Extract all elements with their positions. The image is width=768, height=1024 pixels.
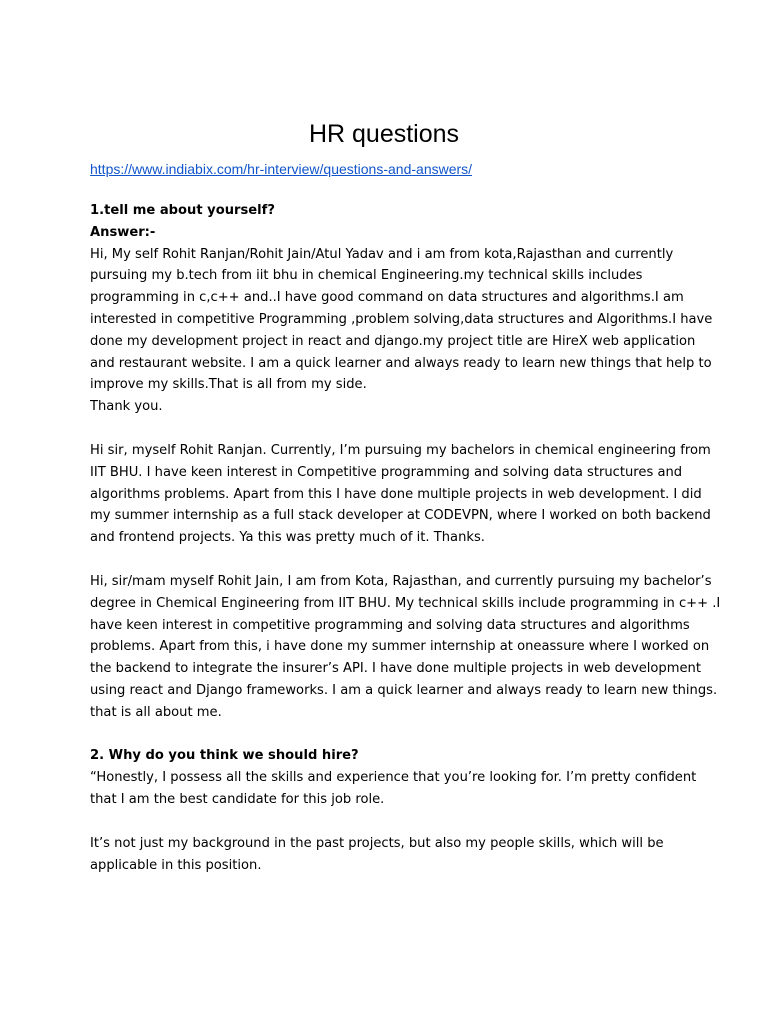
q1-question: 1.tell me about yourself? bbox=[90, 203, 275, 218]
q1-answer1-line: programming in c,c++ and..I have good command on data structures and algorithms.I am bbox=[90, 290, 684, 306]
q1-answer1-line: and restaurant website. I am a quick learner and always ready to learn new things that help to bbox=[90, 355, 712, 371]
q1-answer3-line: that is all about me. bbox=[90, 704, 222, 720]
q1-answer3-line: using react and Django frameworks. I am a quick learner and always ready to learn new things. bbox=[90, 682, 718, 698]
q2-question: 2. Why do you think we should hire? bbox=[90, 748, 359, 763]
q1-answer2-line: algorithms problems. Apart from this I have done multiple projects in web development. I did bbox=[90, 486, 702, 502]
q1-answer1-line: improve my skills.That is all from my side. bbox=[90, 377, 367, 393]
q2-answer1-line: “Honestly, I possess all the skills and experience that you’re looking for. I’m pretty confident bbox=[90, 769, 697, 785]
q1-answer1-line: done my development project in react and django.my project title are HireX web application bbox=[90, 333, 696, 349]
q1-block bbox=[90, 200, 713, 418]
q1-answer1-line: pursuing my b.tech from iit bhu in chemical Engineering.my technical skills includes bbox=[90, 268, 643, 284]
q1-answer3-line: problems. Apart from this, i have done my summer internship at oneassure where I worked on bbox=[90, 639, 710, 655]
document-title: HR questions bbox=[308, 120, 460, 148]
q1-answer3-line: the backend to integrate the insurer’s API. I have done multiple projects in web development bbox=[90, 661, 701, 677]
q1-answer2-line: IIT BHU. I have keen interest in Competitive programming and solving data structures and bbox=[90, 464, 683, 480]
indiabix-link[interactable]: https://www.indiabix.com/hr-interview/questions-and-answers/ bbox=[90, 161, 473, 177]
q1-answer2-line: and frontend projects. Ya this was pretty much of it. Thanks. bbox=[90, 530, 485, 546]
q1-answer2-paragraph bbox=[90, 440, 711, 549]
q2-block bbox=[90, 745, 697, 810]
q1-answer1-line: Hi, My self Rohit Ranjan/Rohit Jain/Atul Yadav and i am from kota,Rajasthan and currently bbox=[90, 246, 674, 262]
q2-answer2-line: It’s not just my background in the past projects, but also my people skills, which will be bbox=[90, 836, 664, 851]
q1-answer2-line: my summer internship as a full stack developer at CODEVPN, where I worked on both backend bbox=[90, 508, 711, 524]
q2-answer1-line: that I am the best candidate for this job role. bbox=[90, 791, 385, 807]
q1-answer3-paragraph bbox=[90, 571, 721, 724]
q1-answer2-line: Hi sir, myself Rohit Ranjan. Currently, I’m pursuing my bachelors in chemical engineering from bbox=[90, 443, 711, 458]
q1-answer3-line: have keen interest in competitive programming and solving data structures and algorithms bbox=[90, 617, 690, 633]
q1-answer1-line: Thank you. bbox=[90, 399, 163, 415]
q1-answer1-line: interested in competitive Programming ,problem solving,data structures and Algorithms.I have bbox=[90, 311, 713, 327]
q1-answer-label: Answer:- bbox=[90, 224, 156, 240]
q2-answer2-line: applicable in this position. bbox=[90, 857, 262, 873]
q1-answer3-line: Hi, sir/mam myself Rohit Jain, I am from Kota, Rajasthan, and currently pursuing my bachelor’s bbox=[90, 574, 712, 589]
q2-answer2-paragraph bbox=[90, 833, 680, 877]
q1-answer3-line: degree in Chemical Engineering from IIT BHU. My technical skills include programming in c++ .I bbox=[90, 595, 721, 611]
